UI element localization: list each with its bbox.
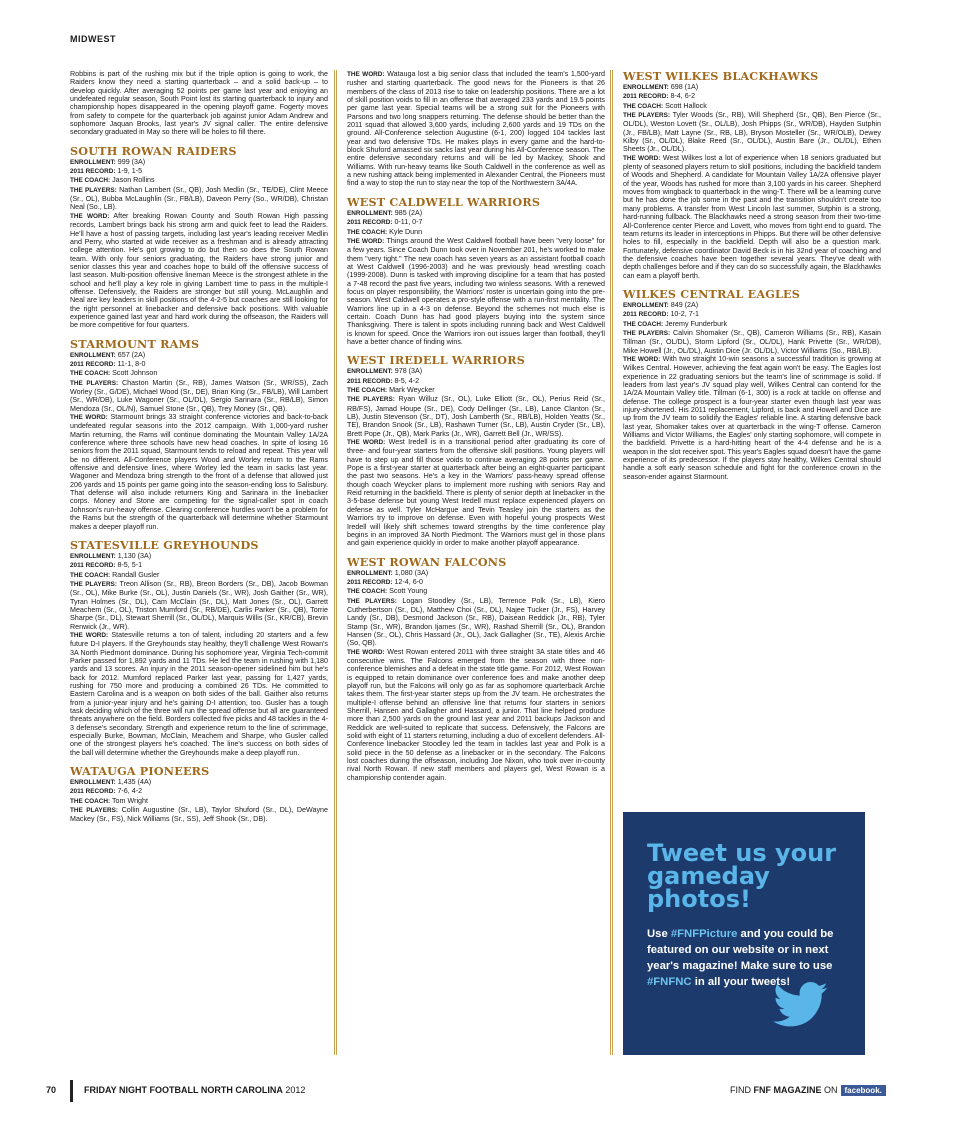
find-on-facebook: FIND FNF MAGAZINE ON facebook.: [730, 1085, 886, 1096]
enrollment-line: ENROLLMENT: 1,130 (3A): [70, 551, 152, 560]
coach-line: THE COACH: Jeremy Funderburk: [623, 319, 728, 328]
record-line: 2011 RECORD: 0-11, 0-7: [347, 218, 423, 227]
enrollment-line: ENROLLMENT: 1,435 (4A): [70, 778, 152, 787]
team-block: [70, 539, 328, 757]
team-name: WEST ROWAN FALCONS: [347, 554, 507, 569]
intro-paragraph: Robbins is part of the rushing mix but if the triple option is going to work, the Raiders know they need a starting quarterback – and a solid back-up – to develop quickly. After averaging 52 points per game last year and enjoying an undefeated regular season, South Point lost its starting quarterback to injury and championship hopes disappeared in the opening playoff game. Fogerty moves from safety to compete for the quarterback job against junior Adam Andrew and sophomore Jaquan Brooks, last year's JV signal caller. The entire defensive secondary graduated in May so there will be holes to fill there.: [70, 70, 328, 137]
hashtag: #FNFNC: [647, 976, 692, 988]
record-line: 2011 RECORD: 8-5, 5-1: [70, 561, 143, 570]
hashtag: #FNFPicture: [670, 928, 738, 940]
coach-line: THE COACH: Scott Young: [347, 587, 428, 596]
page-number: 70: [46, 1085, 57, 1095]
players-paragraph: THE PLAYERS: Calvin Shomaker (Sr., QB), Cameron Williams (Sr., RB), Kasain Tillman (Sr., OL/DL), Storm Lipford (Sr., OL/DL), Hank Privette (Sr., WR/DB), Mike Howell (Jr., OL/DL), Austin Dice (Jr. OL/DL), Victor Williams (So., RB/LB).: [623, 328, 881, 355]
players-paragraph: THE PLAYERS: Chaston Martin (Sr., RB), James Watson (Sr., WR/SS), Zach Worley (Sr., G/DE), Michael Wood (Sr., DE), Brian King (Sr., FB/LB), Will Lambert (Sr., WR/DB), Luke Wagoner (Sr., OL/DL), Sergio Sarinara (Sr., RB/LB), Simon Mendoza (Sr., OL/N), Samuel Stone (Sr., QB), Trey Money (Sr., QB).: [70, 378, 329, 413]
team-block: [70, 765, 328, 824]
coach-line: THE COACH: Jason Rollins: [70, 176, 155, 185]
enrollment-line: ENROLLMENT: 698 (1A): [623, 83, 699, 91]
team-block: [623, 70, 881, 280]
section-label: MIDWEST: [70, 34, 116, 44]
record-line: 2011 RECORD: 8-5, 4-2: [347, 376, 420, 385]
coach-line: THE COACH: Mark Weycker: [347, 386, 435, 394]
team-block: [70, 338, 328, 531]
promo-headline: Tweet us your gameday photos!: [647, 839, 837, 913]
twitter-bird-icon: [773, 982, 829, 1028]
word-paragraph: THE WORD: With two straight 10-win seasons a successful tradition is growing at Wilkes Central. However, achieving the feat again won't be easy. The Eagles lost experience in 22 graduating seniors but the team's line of scrimmage is solid. If leaders from last year's JV squad play well, Wilkes Central can contend for the 1A/2A Mountain Valley title. Tillman (6-1, 300) is a rock at tackle on offense and defense. The college prospect is a four-year starter even though last year was injury-shortened. His 2011 replacement, Lipford, is back and Howell and Dice are up from the JV team to solidify the Eagles' reliable line. A starting defensive back last year, Shomaker takes over at quarterback in the wing-T offense. Cameron Williams and Victor Williams, the Eagles' only starting sophomore, will compete in the backfield. Privette is a hard-hitting heart of the 4-4 defense and he is a weapon in the slot receiver spot. This year's Eagles squad doesn't have the game experience of its predecessor. If the players stay healthy, Wilkes Central should handle a soft early season schedule and fight for the conference crown in the season-ender against Starmount.: [623, 354, 882, 481]
record-line: 2011 RECORD: 12-4, 6-0: [347, 577, 424, 586]
team-block: [347, 354, 605, 547]
team-name: SOUTH ROWAN RAIDERS: [70, 143, 237, 158]
coach-line: THE COACH: Tom Wright: [70, 796, 148, 805]
team-block: [70, 145, 328, 330]
record-line: 2011 RECORD: 1-9, 1-5: [70, 167, 143, 176]
enrollment-line: ENROLLMENT: 1,080 (3A): [347, 568, 429, 577]
team-block: [623, 288, 881, 481]
column-1: [70, 70, 328, 824]
word-paragraph: THE WORD: West Rowan entered 2011 with three straight 3A state titles and 46 consecutive wins. The Falcons emerged from the season with three non-conference blemishes and a defeat in the state title game. For 2012, West Rowan is equipped to retain dominance over conference foes and make another deep playoff run, but the Falcons will only go as far as sophomore quarterback Archie takes them. The first-year starter steps up from the JV team. He orchestrates the multiple-I offense behind an offensive line that returns four starters in seniors Sherrill, Hansen and Gallagher and Hassard, a junior. That line helped produce more than 2,500 yards on the ground last year and 2011 backups Jackson and Reddick are well-suited to replicate that success. Defensively, the Falcons are solid with eight of 11 starters returning, including a duo of excellent defenders. All-Conference linebacker Stoodley led the team in tackles last year and Polk is a solid piece in the 50 defense as a linebacker or in the secondary. The Falcons lost coaches during the offseason, including Joe Nixon, who took over in-county rival North Rowan. If new staff members and players gel, West Rowan is a championship contender again.: [347, 647, 606, 782]
record-line: 2011 RECORD: 7-6, 4-2: [70, 787, 143, 796]
word-paragraph: THE WORD: West Wilkes lost a lot of experience when 18 seniors graduated but plenty of seasoned players return to skill positions, including the backfield tandem of Woods and Shepherd. A candidate for Mountain Valley 1A/2A offensive player of the year, Woods has rushed for more than 3,100 yards in his career. Shepherd moves from wingback to quarterback in the wing-T. There will be a learning curve but he has done the job some in the past and the transition shouldn't create too many problems. A transfer from West Lincoln last summer, Sutphin is a strong, hard-running fullback. The Blackhawks need a strong season from their two-time All-Conference center Pierce and Lovett, who moves from tight end to guard. The team returns its leader in interceptions in Phipps. But there will be other defensive holes to fill, especially in the backfield. Depth will also be a question mark. Fortunately, defensive coordinator David Beck is in his 32nd year of coaching and the defensive coaches have been together several years. They've dealt with depth challenges before and if they can do so successfully again, the Blackhawks can earn a playoff berth.: [623, 153, 881, 280]
footer-divider: [70, 1080, 73, 1102]
team-name: WEST WILKES BLACKHAWKS: [623, 69, 819, 83]
team-name: STATESVILLE GREYHOUNDS: [70, 537, 259, 552]
team-name: WILKES CENTRAL EAGLES: [623, 286, 801, 301]
enrollment-line: ENROLLMENT: 978 (3A): [347, 367, 423, 376]
record-line: 2011 RECORD: 10-2, 7-1: [623, 310, 700, 319]
word-paragraph: THE WORD: Things around the West Caldwell football have been "very loose" for a few years. Since Coach Dunn took over in November 201, he's worked to make them "very tight." The new coach has seven years as an assistant football coach at West Caldwell (1996-2003) and he was previously head wrestling coach (1999-2008). Dunn is tasked with improving discipline for a team that has posted a 7-48 record the past five years, including two winless seasons. With a renewed focus on player responsibility, the Warriors' roster is uncertain going into the pre-season. West Caldwell operates a pro-style offense with a run-first mentality. The Warriors line up in a 4-3 on defense. Beyond the schemes not much else is certain. Coach Dunn has had good players buying into the system since Thanksgiving. There is talent in spots including running back and West Caldwell is known for speed. Once the Warriors iron out issues larger than football, they'll have a better chance of finding wins.: [347, 236, 605, 346]
enrollment-line: ENROLLMENT: 657 (2A): [70, 350, 146, 359]
team-name: STARMOUNT RAMS: [70, 336, 200, 351]
column-divider: [610, 70, 613, 1055]
team-name: WATAUGA PIONEERS: [70, 764, 210, 779]
word-paragraph: THE WORD: Watauga lost a big senior class that included the team's 1,500-yard rusher and starting quarterback. The good news for the Pioneers is that 26 members of the class of 2013 rise to take on leadership positions. There are a lot of skill position voids to fill in an offense that averaged 233 yards and 19.5 points per game last year. Special teams will be a strong suit for the Pioneers with Parsons and two long snappers returning. The defense should be better than the 2011 squad that allowed 3,600 yards, including 2,600 yards and 19 TDs on the ground. All-Conference selection Augustine (6-1, 200) logged 104 tackles last year and two defensive TDs. He makes plays in every game and the hard-to-block Shuford amassed six sacks last year during his All-Conference season. The entire defensive secondary returns and will be led by Mackey, Shook and Williams. With run-heavy teams like South Caldwell in the conference as well as a new rushing attack being implemented in Alexander Central, the Pioneers must find a way to stop the run to stay near the top of the Northwestern 3A/4A.: [347, 70, 606, 188]
team-name: WEST CALDWELL WARRIORS: [347, 194, 541, 209]
enrollment-line: ENROLLMENT: 999 (3A): [70, 157, 146, 166]
word-paragraph: THE WORD: West Iredell is in a transitional period after graduating its core of three- and four-year starters from the offensive skill positions. Young players will have to step up and fill those voids to continue averaging 28 points per game. Pope is a first-year starter at quarterback after being an eight-quarter participant the past two seasons. He's a key in the Warriors' pass-heavy spread offense though coach Weycker plans to implement more rushing with seniors Ray and Reid returning in the backfield. There is plenty of senior depth at linebacker in the 3-5-base defense but young West Iredell must replace experienced players on defense as well. Tyler McHargue and Tevin Teasley join the starters as the Warriors try to improve on defense. Even with hopeful young prospects West Iredell will likely shift schemes toward strengths by the time conference play begins in an improved 3A North Piedmont. The Warriors must gel in those plans and gain experience quickly in order to make another playoff appearance.: [347, 438, 606, 548]
record-line: 2011 RECORD: 8-4, 6-2: [623, 92, 696, 101]
facebook-logo-icon: facebook.: [841, 1085, 886, 1096]
players-paragraph: THE PLAYERS: Treon Allison (Sr., RB), Breon Borders (Sr., DB), Jacob Bowman (Sr., OL), Mike Burke (Sr., OL), Justin Daniels (Sr., WR), Josh Gaither (Sr., WR), Tyran Holmes (Sr., DL), Cam McClain (Sr., DL), Matt Jones (Sr., OL), Garrett Meachem (Sr., OL), Triston Mumford (Sr., RB/DE), Carlis Parker (Sr., QB), Torrie Sharpe (Sr., DL), Stewart Sherrill (Sr., OL/DL), Marquis Willis (Sr., KR/CB), Brevin Renwick (Jr., WR).: [70, 579, 328, 631]
enrollment-line: ENROLLMENT: 849 (2A): [623, 300, 699, 309]
publication-name: FRIDAY NIGHT FOOTBALL NORTH CAROLINA 2012: [84, 1085, 306, 1095]
coach-line: THE COACH: Scott Johnson: [70, 369, 158, 378]
players-paragraph: THE PLAYERS: Tyler Woods (Sr., RB), Will Shepherd (Sr., QB), Ben Pierce (Sr., OL/DL), Weston Lovett (Sr., OL/LB), Josh Phipps (Sr., WR/DB), Hayden Sutphin (Jr., FB/LB), Matt Layne (Sr., RB, LB), Bryson Mosteller (Sr., WR/OLB), Dewey Kilby (Sr., OL/DL), Blake Reed (Sr., OL/DL), Austin Bare (Jr., OL/DL), Ethen Sheets (Jr., OL/DL).: [623, 111, 881, 154]
players-paragraph: THE PLAYERS: Collin Augustine (Sr., LB), Taylor Shuford (Sr., DL), DeWayne Mackey (Sr., FS), Nick Williams (Sr., SS), Jeff Shook (Sr., DB).: [70, 806, 328, 824]
record-line: 2011 RECORD: 11-1, 8-0: [70, 359, 146, 368]
word-paragraph: THE WORD: Statesville returns a ton of talent, including 20 starters and a few future D-I players. If the Greyhounds stay healthy, they'll challenge West Rowan's 3A North Piedmont dominance. During his sophomore year, Virginia Tech-commit Parker passed for 1,892 yards and 11 TDs. He led the team in rushing with 1,180 yards and 13 scores. An injury in the 2011 season-opener sidelined him but he's back for 2012. Mumford replaced Parker last year, passing for 1,427 yards, rushing for 750 more and producing a combined 26 TDs. He committed to Eastern Carolina and is a weapon on both sides of the ball. Gaither also returns from a junior-year injury and he's gaining D-I attention, too. Gusler has a tough task deciding which of the three will run the spread offense but all are guaranteed threats anywhere on the field. Borders collected five picks and 48 tackles in the 4-3 defense's secondary. Strength and experience return to the line of scrimmage, especially Burke, Bowman, McClain, Meachem and Sharpe, who Gusler called one of the strongest players he's coached. The line's success on both sides of the ball will determine whether the Greyhounds make a deep playoff run.: [70, 630, 328, 757]
team-block: [347, 556, 605, 783]
column-2: [347, 70, 605, 782]
coach-line: THE COACH: Randall Gusler: [70, 570, 160, 579]
word-paragraph: THE WORD: Starmount brings 33 straight conference victories and back-to-back undefeated regular seasons into the 2012 campaign. With 1,000-yard rusher Martin returning, the Rams will continue dominating the Mountain Valley 1A/2A conference where three schools have new head coaches. In spite of losing 16 seniors from the 2011 squad, Starmount tends to reload and repeat. This year will be no different. All-Conference players Wood and Worley return to the Rams offensive and defensive lines, where Worley led the team in sacks last year. Wagoner and Mendoza bring strength to the front of a defense that allowed just 206 yards and 15 points per game going into the season-ending loss to Salisbury. That defense will also include returners King and Sarinara in the linebacker corps. Money and Stone are competing for the signal-caller spot in coach Johnson's run-heavy offense. Clearing conference hurdles won't be a problem for the Rams but the strength of the quarterback will determine whether Starmount makes a deeper playoff run.: [70, 413, 328, 531]
players-paragraph: THE PLAYERS: Nathan Lambert (Sr., QB), Josh Medlin (Sr., TE/DE), Clint Meece (Sr., OL), Bubba McLaughlin (Sr., FB/LB), Daveon Perry (So., WR/DB), Christan Neal (So., LB).: [70, 185, 328, 212]
column-divider: [334, 70, 337, 1055]
players-paragraph: THE PLAYERS: Ryan Willuz (Sr., OL), Luke Elliott (Sr., OL), Perius Reid (Sr., RB/FS), Jamad Houpe (Sr., DE), Cody Dellinger (Sr., LB), Lance Clanton (Sr., LB), Justin Stevenson (Sr., DT), Josh Lamberth (Sr., RB/LB), Holden Yeatts (Sr., TE), Brandon Snook (Sr., LB), Rashawn Turner (Sr., LB), Austin Cryder (Sr., LB), Brett Pope (Jr., QB), Mark Parks (Jr., WR), Garrett Bell (Jr., WR/SS).: [347, 395, 605, 438]
coach-line: THE COACH: Scott Hallock: [623, 101, 707, 110]
coach-line: THE COACH: Kyle Dunn: [347, 227, 423, 236]
players-paragraph: THE PLAYERS: Logan Stoodley (Sr., LB), Terrence Polk (Sr., LB), Kiero Cutherbertson (Sr., DL), Matthew Choi (Sr., DL), Najee Tucker (Jr., FS), Harvey Landy (Sr., DB), Desmond Jackson (Sr., RB), Daisean Reddick (Jr., RB), Tyler Stamp (Sr., WR), Brandon Ijames (Sr., WR), Rashad Sherrill (Sr., OL), Brandon Hansen (Sr., OL), Chris Hassard (Jr., OL), Jack Gallagher (Sr., TE), Alexis Archie (So, QB).: [347, 596, 605, 648]
twitter-promo-box: [623, 812, 865, 1055]
team-name: WEST IREDELL WARRIORS: [347, 353, 525, 368]
word-paragraph: THE WORD: After breaking Rowan County and South Rowan High passing records, Lambert brings back his strong arm and quick feet to lead the Raiders. He'll have a host of passing targets, including last year's leading receiver Medlin and Perry, who started at wide receiver as a freshman and is already attracting college attention. He's got growing to do but then so does the South Rowan team. With only four seniors graduating, the Raiders have strong junior and senior classes this year and coaches hope to build off the offensive success of last season. Multi-position offensive lineman Meece is the strongest athlete in the school and he'll play a key role in giving Lambert time to pass in the multiple-I offense. Defensively, the Raiders are stronger but still young. McLaughlin and Neal are key leaders in skill positions of the 4-2-5 but coaches are still looking for the right personnel at linebacker and defensive back positions. With valuable experience gained last year and hard work during the offseason, the Raiders will be more competitive for four quarters.: [70, 211, 329, 330]
enrollment-line: ENROLLMENT: 985 (2A): [347, 208, 423, 217]
column-3: [623, 70, 881, 481]
promo-body: Use #FNFPicture and you could be featured on our website or in next year's magazine! Make sure to use #FNFNC in all your tweets!: [647, 928, 834, 988]
team-block: [347, 196, 605, 347]
